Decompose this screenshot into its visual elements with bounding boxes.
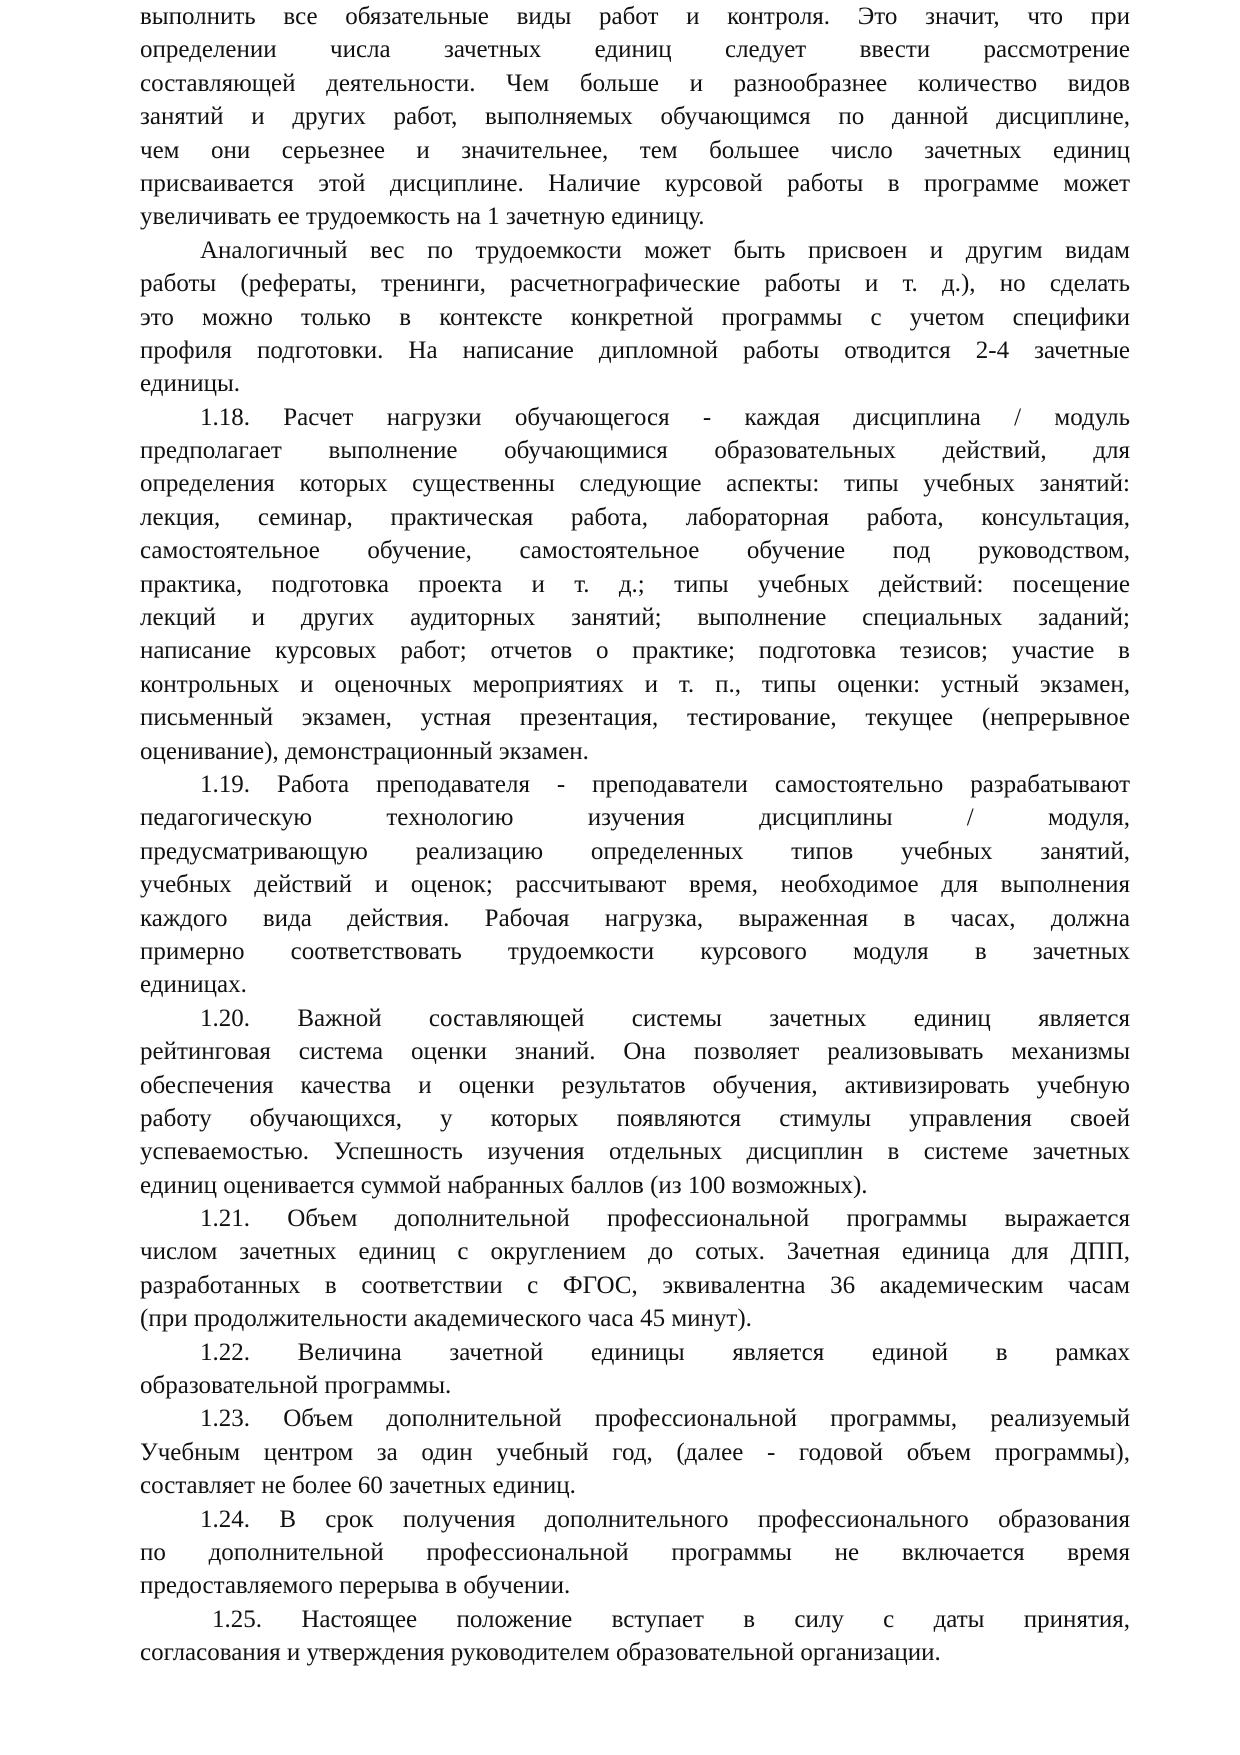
- text-line: согласования и утверждения руководителем образовательной организации.: [140, 1639, 941, 1667]
- text-line: предусматривающую реализацию определенных типов учебных занятий,: [140, 837, 1130, 865]
- clause-1-25: [140, 1603, 1130, 1670]
- text-line: единицы.: [140, 370, 241, 398]
- text-line: написание курсовых работ; отчетов о практике; подготовка тезисов; участие в: [140, 637, 1130, 665]
- text-line: Учебным центром за один учебный год, (далее - годовой объем программы),: [140, 1438, 1130, 1466]
- text-line: учебных действий и оценок; рассчитывают время, необходимое для выполнения: [140, 871, 1130, 899]
- text-line: лекция, семинар, практическая работа, лабораторная работа, консультация,: [140, 503, 1130, 531]
- text-line: это можно только в контексте конкретной программы с учетом специфики: [140, 303, 1130, 331]
- paragraph-analogous-weight: [140, 234, 1130, 401]
- text-line: 1.24. В срок получения дополнительного профессионального образования: [200, 1505, 1130, 1533]
- text-line: работу обучающихся, у которых появляются стимулы управления своей: [140, 1104, 1130, 1132]
- document-page: [140, 0, 1130, 1670]
- text-line: увеличивать ее трудоемкость на 1 зачетную единицу.: [140, 203, 705, 231]
- text-line: 1.23. Объем дополнительной профессиональной программы, реализуемый: [200, 1405, 1130, 1433]
- text-line: предоставляемого перерыва в обучении.: [140, 1572, 571, 1600]
- text-line: оценивание), демонстрационный экзамен.: [140, 737, 589, 765]
- text-line: 1.20. Важной составляющей системы зачетных единиц является: [200, 1004, 1130, 1032]
- text-line: определения которых существенны следующие аспекты: типы учебных занятий:: [140, 470, 1130, 498]
- text-line: 1.25. Настоящее положение вступает в силу с даты принятия,: [212, 1605, 1130, 1633]
- text-line: работы (рефераты, тренинги, расчетнографические работы и т. д.), но сделать: [140, 270, 1130, 298]
- paragraph-continuation: [140, 0, 1130, 234]
- clause-1-23: [140, 1402, 1130, 1502]
- clause-1-19: [140, 768, 1130, 1002]
- text-line: педагогическую технологию изучения дисциплины / модуля,: [140, 804, 1130, 832]
- text-line: обеспечения качества и оценки результатов обучения, активизировать учебную: [140, 1071, 1130, 1099]
- text-line: Аналогичный вес по трудоемкости может быть присвоен и другим видам: [200, 236, 1130, 264]
- text-line: выполнить все обязательные виды работ и контроля. Это значит, что при: [140, 3, 1130, 30]
- text-line: примерно соответствовать трудоемкости курсового модуля в зачетных: [140, 937, 1130, 965]
- text-line: чем они серьезнее и значительнее, тем большее число зачетных единиц: [140, 136, 1130, 164]
- text-line: составляет не более 60 зачетных единиц.: [140, 1472, 576, 1500]
- text-line: 1.18. Расчет нагрузки обучающегося - каждая дисциплина / модуль: [200, 403, 1130, 431]
- text-line: контрольных и оценочных мероприятиях и т. п., типы оценки: устный экзамен,: [140, 670, 1130, 698]
- clause-1-22: [140, 1336, 1130, 1403]
- text-line: практика, подготовка проекта и т. д.; типы учебных действий: посещение: [140, 570, 1130, 598]
- text-line: определении числа зачетных единиц следует ввести рассмотрение: [140, 36, 1130, 64]
- text-line: 1.22. Величина зачетной единицы является единой в рамках: [200, 1338, 1130, 1366]
- clause-1-21: [140, 1202, 1130, 1336]
- text-line: занятий и других работ, выполняемых обучающимся по данной дисциплине,: [140, 103, 1130, 131]
- text-line: каждого вида действия. Рабочая нагрузка, выраженная в часах, должна: [140, 904, 1130, 932]
- clause-1-24: [140, 1503, 1130, 1603]
- text-line: самостоятельное обучение, самостоятельное обучение под руководством,: [140, 537, 1130, 565]
- text-line: разработанных в соответствии с ФГОС, эквивалентна 36 академическим часам: [140, 1271, 1130, 1299]
- text-line: успеваемостью. Успешность изучения отдельных дисциплин в системе зачетных: [140, 1138, 1130, 1166]
- text-line: (при продолжительности академического часа 45 минут).: [140, 1305, 752, 1333]
- clause-1-18: [140, 401, 1130, 768]
- text-line: образовательной программы.: [140, 1372, 452, 1400]
- text-line: лекций и других аудиторных занятий; выполнение специальных заданий;: [140, 604, 1130, 632]
- text-line: письменный экзамен, устная презентация, тестирование, текущее (непрерывное: [140, 704, 1130, 732]
- text-line: по дополнительной профессиональной программы не включается время: [140, 1538, 1130, 1566]
- text-line: 1.19. Работа преподавателя - преподаватели самостоятельно разрабатывают: [200, 770, 1130, 798]
- text-line: предполагает выполнение обучающимися образовательных действий, для: [140, 437, 1130, 465]
- text-line: рейтинговая система оценки знаний. Она позволяет реализовывать механизмы: [140, 1038, 1130, 1066]
- text-line: единицах.: [140, 971, 247, 999]
- text-line: единиц оценивается суммой набранных баллов (из 100 возможных).: [140, 1171, 868, 1199]
- text-line: профиля подготовки. На написание дипломной работы отводится 2-4 зачетные: [140, 336, 1130, 364]
- text-line: 1.21. Объем дополнительной профессиональной программы выражается: [200, 1205, 1130, 1233]
- text-line: присваивается этой дисциплине. Наличие курсовой работы в программе может: [140, 169, 1130, 197]
- clause-1-20: [140, 1002, 1130, 1202]
- text-line: числом зачетных единиц с округлением до сотых. Зачетная единица для ДПП,: [140, 1238, 1130, 1266]
- text-line: составляющей деятельности. Чем больше и разнообразнее количество видов: [140, 69, 1130, 97]
